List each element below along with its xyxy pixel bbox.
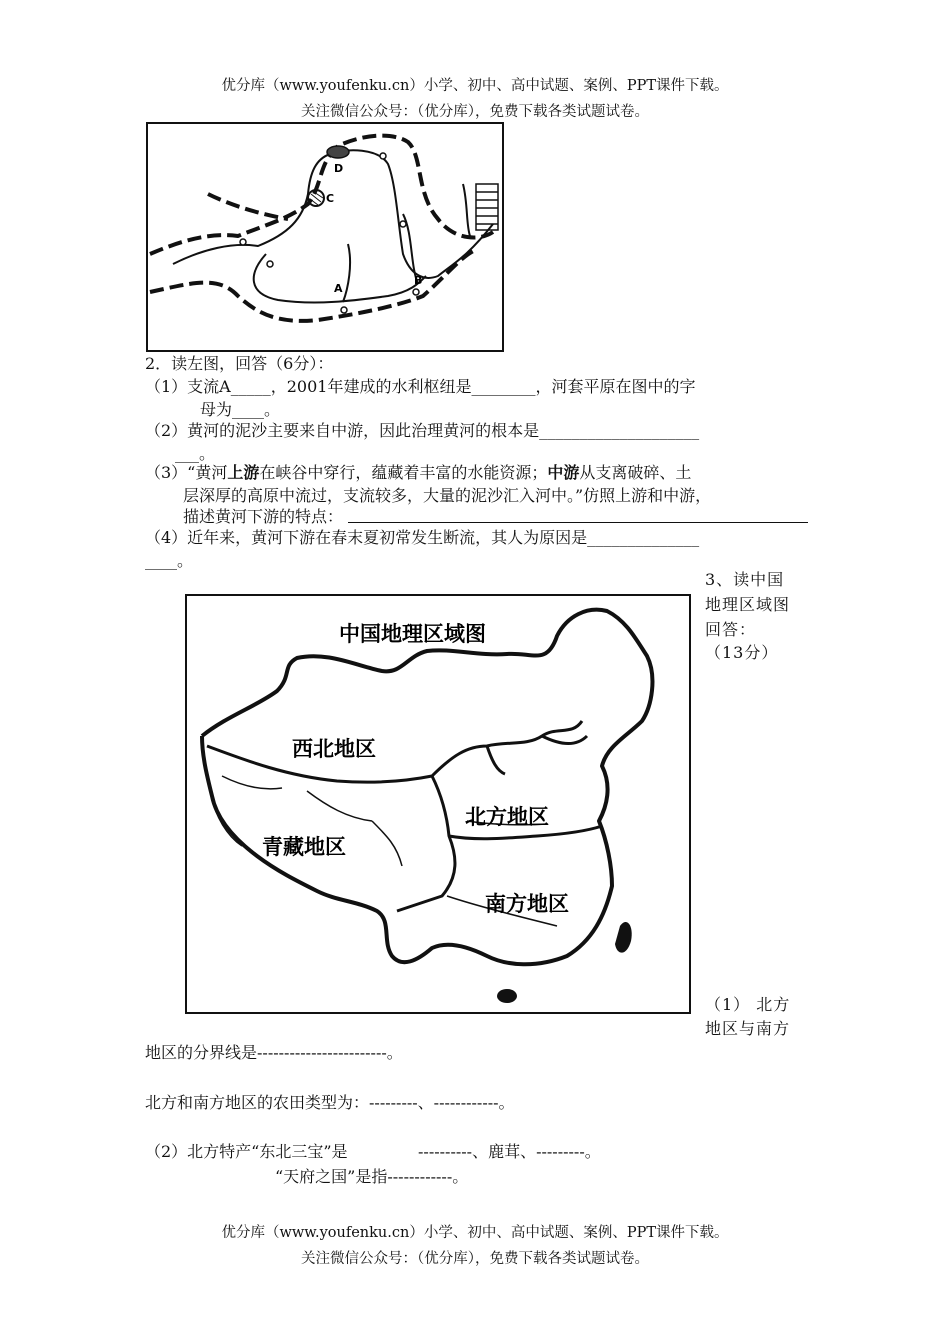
header-line-1: 优分库（www.youfenku.cn）小学、初中、高中试题、案例、PPT课件下载。	[221, 78, 729, 94]
river-map-label-c: C	[326, 192, 335, 205]
q3-line-3b: ----------、鹿茸、---------。	[418, 1142, 601, 1161]
q2-part1-line2: 母为____。	[200, 400, 281, 419]
hainan-island	[497, 989, 517, 1003]
q2-part3-suffix: 从支离破碎、土	[579, 463, 692, 482]
q3-side-line-3: 回答：	[705, 620, 757, 639]
yellow-river-map	[146, 122, 504, 352]
q2-part3-line2: 层深厚的高原中流过，支流较多，大量的泥沙汇入河中。”仿照上游和中游，	[183, 486, 712, 505]
region-label-qingzang: 青藏地区	[262, 835, 346, 859]
taiwan-island	[615, 922, 632, 953]
q2-part4-line2: ____。	[145, 551, 194, 570]
q3-side-line-5: （1） 北方	[705, 995, 791, 1014]
q2-part3-midstream: 中游	[547, 463, 580, 482]
river-map-label-d: D	[334, 162, 344, 175]
region-label-south: 南方地区	[485, 892, 569, 916]
header-line-2: 关注微信公众号：（优分库），免费下载各类试题试卷。	[301, 104, 649, 120]
yellow-river-map-drawing	[148, 124, 502, 350]
q3-line-3a: （2）北方特产“东北三宝”是	[145, 1142, 348, 1161]
river-map-label-a: A	[334, 282, 343, 295]
region-label-north: 北方地区	[465, 805, 549, 829]
q2-part3-answer-line	[348, 522, 808, 523]
q3-line-1: 地区的分界线是------------------------。	[145, 1043, 403, 1062]
q2-part1-line1: （1）支流A_____，2001年建成的水利枢纽是________，河套平原在图中的字	[145, 377, 696, 396]
china-map-title: 中国地理区域图	[339, 622, 486, 646]
q3-side-line-1: 3、读中国	[705, 570, 785, 589]
q3-side-line-4: （13分）	[705, 643, 779, 662]
q3-line-4: “天府之国”是指------------。	[275, 1167, 469, 1186]
q2-part2-line1: （2）黄河的泥沙主要来自中游，因此治理黄河的根本是____________________	[145, 421, 700, 440]
q3-side-line-6: 地区与南方	[705, 1019, 791, 1038]
footer-line-2: 关注微信公众号：（优分库），免费下载各类试题试卷。	[301, 1251, 649, 1267]
q2-part3-line1	[145, 461, 691, 485]
q2-part4-line1: （4）近年来，黄河下游在春末夏初常发生断流，其人为原因是______________	[145, 528, 700, 547]
region-label-northwest: 西北地区	[292, 737, 376, 761]
q2-part3-line3: 描述黄河下游的特点：	[183, 507, 344, 526]
q2-part3-mid: 在峡谷中穿行，蕴藏着丰富的水能资源；	[259, 463, 548, 482]
q2-part2-line2: ___。	[175, 444, 216, 463]
right-hatched-area	[476, 184, 498, 230]
river-map-label-b: B	[414, 274, 423, 287]
footer-line-1: 优分库（www.youfenku.cn）小学、初中、高中试题、案例、PPT课件下载。	[221, 1225, 729, 1241]
q2-part3-upstream: 上游	[227, 463, 260, 482]
q2-title: 2．读左图，回答（6分）：	[145, 354, 334, 373]
china-region-map	[185, 594, 691, 1014]
china-region-map-drawing	[187, 596, 689, 1012]
q2-part3-prefix: （3）“黄河	[145, 463, 228, 482]
q3-side-line-2: 地理区域图	[705, 595, 791, 614]
q3-line-2: 北方和南方地区的农田类型为：---------、------------。	[145, 1093, 515, 1112]
